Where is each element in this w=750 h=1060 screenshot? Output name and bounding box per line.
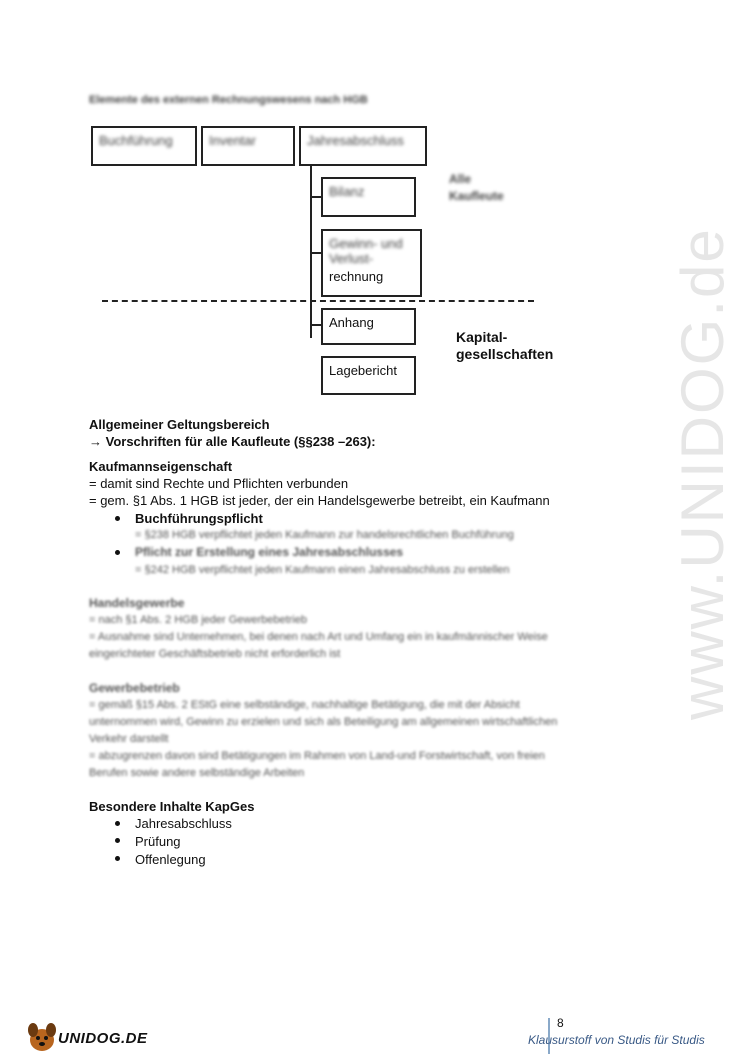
kaufmann-line-2: = gem. §1 Abs. 1 HGB ist jeder, der ein Handelsgewerbe betreibt, ein Kaufmann (89, 493, 550, 508)
handelsgewerbe-line-1: = nach §1 Abs. 2 HGB jeder Gewerbebetrieb (89, 614, 307, 626)
box-guv-label-top: Gewinn- und Verlust- (329, 236, 403, 266)
bullet-jahresabschlusspflicht-desc: = §242 HGB verpflichtet jeden Kaufmann einen Jahresabschluss zu erstellen (135, 564, 510, 576)
gewerbebetrieb-line-4: = abzugrenzen davon sind Betätigungen im Rahmen von Land-und Forstwirtschaft, von freien (89, 750, 545, 762)
gewerbebetrieb-line-5: Berufen sowie andere selbständige Arbeiten (89, 767, 305, 779)
handelsgewerbe-line-3: eingerichteter Geschäftsbetrieb nicht erforderlich ist (89, 648, 341, 660)
bullet-dot (115, 856, 120, 861)
box-guv (321, 229, 422, 297)
box-bilanz (321, 177, 416, 217)
box-buchfuehrung-label: Buchführung (99, 133, 173, 148)
bullet-jahresabschlusspflicht: Pflicht zur Erstellung eines Jahresabschlusses (135, 545, 404, 559)
diagram-title: Elemente des externen Rechnungswesens nach HGB (89, 94, 368, 106)
list-item-offenlegung: Offenlegung (135, 852, 206, 867)
box-inventar (201, 126, 295, 166)
box-lagebericht (321, 356, 416, 395)
box-guv-label-bottom: rechnung (329, 269, 384, 284)
box-anhang-label: Anhang (329, 315, 374, 330)
heading-gewerbebetrieb: Gewerbebetrieb (89, 681, 180, 695)
watermark: www.UNIDOG.de (669, 227, 736, 720)
gewerbebetrieb-line-2: unternommen wird, Gewinn zu erzielen und sich als Beteiligung am allgemeinen wirtschaftlichen (89, 716, 558, 728)
box-anhang (321, 308, 416, 345)
box-lagebericht-label: Lagebericht (329, 363, 397, 378)
bullet-buchfuehrungspflicht: Buchführungspflicht (135, 511, 263, 526)
box-jahresabschluss (299, 126, 427, 166)
label-kapital: Kapital- (456, 329, 508, 345)
bullet-dot (115, 550, 120, 555)
page-number: 8 (557, 1016, 564, 1030)
box-buchfuehrung (91, 126, 197, 166)
footer-tagline: Klausurstoff von Studis für Studis (528, 1033, 705, 1047)
handelsgewerbe-line-2: = Ausnahme sind Unternehmen, bei denen nach Art und Umfang ein in kaufmännischer Weise (89, 631, 548, 643)
divider-dashed (102, 300, 534, 302)
gewerbebetrieb-line-1: = gemäß §15 Abs. 2 EStG eine selbständige, nachhaltige Betätigung, die mit der Absicht (89, 699, 520, 711)
logo-text: UNIDOG.DE (58, 1030, 148, 1047)
bullet-dot (115, 821, 120, 826)
dog-logo-icon (22, 1018, 62, 1054)
heading-handelsgewerbe: Handelsgewerbe (89, 596, 185, 610)
bullet-dot (115, 516, 120, 521)
heading-geltungsbereich: Allgemeiner Geltungsbereich (89, 417, 270, 432)
box-inventar-label: Inventar (209, 133, 256, 148)
list-item-pruefung: Prüfung (135, 834, 181, 849)
bullet-buchfuehrungspflicht-desc: = §238 HGB verpflichtet jeden Kaufmann zur handelsrechtlichen Buchführung (135, 529, 514, 541)
box-bilanz-label: Bilanz (329, 184, 365, 199)
list-item-jahresabschluss: Jahresabschluss (135, 816, 232, 831)
heading-kaufmannseigenschaft: Kaufmannseigenschaft (89, 459, 233, 474)
label-kaufleute: Kaufleute (449, 189, 504, 203)
heading-besondere-inhalte: Besondere Inhalte KapGes (89, 799, 255, 814)
gewerbebetrieb-line-3: Verkehr darstellt (89, 733, 169, 745)
box-jahresabschluss-label: Jahresabschluss (307, 133, 404, 148)
subheading-vorschriften: → Vorschriften für alle Kaufleute (§§238 –263): (89, 434, 376, 449)
label-gesellschaften: gesellschaften (456, 346, 554, 362)
kaufmann-line-1: = damit sind Rechte und Pflichten verbunden (89, 476, 349, 491)
bullet-dot (115, 838, 120, 843)
label-alle: Alle (449, 172, 472, 186)
